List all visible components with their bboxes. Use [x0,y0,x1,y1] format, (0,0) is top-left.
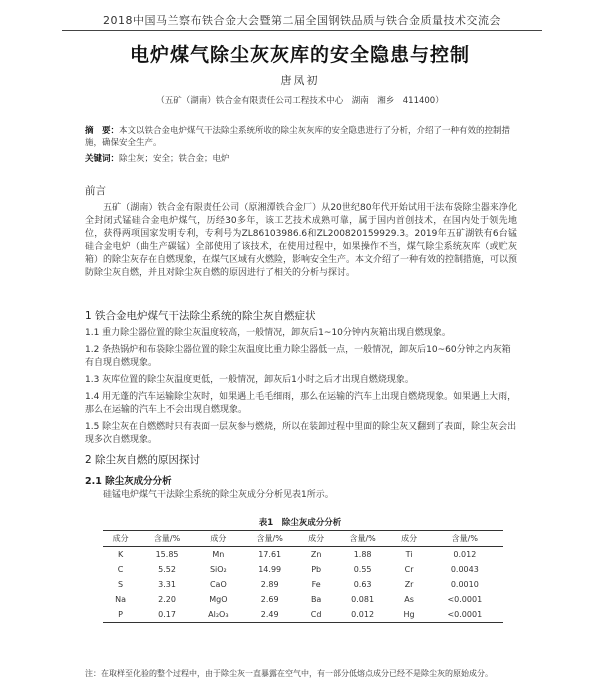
affiliation: （五矿（湖南）铁合金有限责任公司工程技术中心 湖南 湘乡 411400） [156,96,444,106]
table-cell: S [118,580,124,589]
table-cell: 15.85 [155,550,179,559]
abstract [85,125,515,149]
table-cell: P [103,607,138,623]
paper-title: 电炉煤气除尘灰灰库的安全隐患与控制 [129,44,470,66]
table-cell: C [117,565,124,574]
table-cell: Zr [404,580,414,589]
table-cell: Cd [299,607,334,623]
table-cell: As [404,595,414,604]
table-cell: MgO [209,595,228,604]
table-cell: 0.0010 [450,580,479,589]
keywords [85,153,515,165]
table-cell: 5.52 [158,565,176,574]
table-row [103,577,503,592]
table-cell: 2.49 [241,607,299,623]
list-item: 1.5 除尘灰在自燃燃时只有表面一层灰参与燃烧，所以在装卸过程中里面的除尘灰又翻到了表面，除尘灰会出现多次自燃现象。 [85,422,517,445]
table-cell: 2.20 [158,595,176,604]
author: 唐凤初 [280,74,320,87]
table-cell: 0.0043 [450,565,479,574]
table-cell: Al₂O₃ [196,607,241,623]
table-header-cell: 含量/% [427,531,503,547]
table-cell: Na [115,595,127,604]
table-cell: K [117,550,124,559]
section2-heading: 2 除尘灰自燃的原因探讨 [85,454,201,466]
table-cell: Pb [311,565,322,574]
composition-table [103,530,503,623]
preface-heading: 前言 [85,185,106,197]
table-header-cell: 成分 [392,531,427,547]
subsection-heading: 2.1 除尘灰成分分析 [85,476,172,487]
table-row [103,592,503,607]
table-cell: Hg [392,607,427,623]
table-cell: 17.61 [258,550,282,559]
table-cell: 2.89 [260,580,279,589]
table-cell: 0.081 [351,595,375,604]
running-header: 2018中国马兰察布铁合金大会暨第二届全国钢铁品质与铁合金质量技术交流会 [62,14,542,31]
table-cell: 0.17 [138,607,196,623]
table-header-cell: 成分 [196,531,241,547]
table-cell: CaO [209,580,227,589]
table-cell: 3.31 [158,580,176,589]
table-row [103,562,503,577]
keywords-text: 除尘灰；安全；铁合金；电炉 [119,154,230,164]
table-cell: Cr [404,565,414,574]
table-header-row [103,531,503,547]
table-cell: Ba [310,595,322,604]
table-cell: Mn [212,550,225,559]
table-cell: <0.0001 [447,595,483,604]
table-note: 注：在取样至化验的整个过程中，由于除尘灰一直暴露在空气中，有一部分低熔点成分已经不是除尘灰的原始成分。 [85,669,493,678]
table-cell: 0.012 [453,550,477,559]
table-cell: SiO₂ [209,565,227,574]
list-item: 1.4 用无蓬的汽车运输除尘灰时，如果遇上毛毛细雨，那么在运输的汽车上出现自燃烧现象。如果遇上大雨，那么在运输的汽车上不会出现自燃现象。 [85,392,517,415]
table-header-cell: 含量/% [334,531,392,547]
table-cell: Fe [311,580,321,589]
table-cell: 14.99 [258,565,282,574]
list-item: 1.1 重力除尘器位置的除尘灰温度较高，一般情况，卸灰后1~10分钟内灰箱出现自燃现象。 [85,328,451,338]
table-row [103,607,503,623]
table-header-cell: 含量/% [241,531,299,547]
table-cell: 0.55 [353,565,372,574]
table-cell: <0.0001 [427,607,503,623]
table-cell: Ti [405,550,413,559]
table-cell: 1.88 [353,550,372,559]
preface-text: 五矿（湖南）铁合金有限责任公司（原湘潭铁合金厂）从20世纪80年代开始试用干法布袋除尘器来净化全封闭式锰硅合金电炉煤气，历经30多年，该工艺技术成熟可靠，属于国内首创技术，在国内处于领先地位，获得两项国家发明专利，专利号为ZL86103986.6和ZL200820159929.3。2019年五矿湖铁有6台锰硅合金电炉（曲生产碳锰）全部使用了该技术，在使用过程中，如果操作不当，煤气除尘系统灰库（或贮灰箱）的除尘灰存在自燃现象，在煤气区域有火燃险，影响安全生产。本文介绍了一种有效的控制措施，可以预防除尘灰自燃，并且对除尘灰自燃的原因进行了相关的分析与探讨。 [85,203,518,278]
keywords-label: 关键词： [85,154,120,164]
section2-intro: 硅锰电炉煤气干法除尘系统的除尘灰成分分析见表1所示。 [103,490,334,500]
table-header-cell: 含量/% [138,531,196,547]
table-cell: 2.69 [260,595,279,604]
list-item: 1.3 灰库位置的除尘灰温度更低，一般情况，卸灰后1小时之后才出现自燃烧现象。 [85,375,414,385]
table-cell: Zn [310,550,322,559]
section1-heading: 1 铁合金电炉煤气干法除尘系统的除尘灰自燃症状 [85,310,316,322]
list-item: 1.2 条热锅炉和布袋除尘器位置的除尘灰温度比重力除尘器低一点，一般情况，卸灰后10~60分钟之内灰箱有自现自燃现象。 [85,345,511,368]
abstract-label: 摘 要： [85,126,120,136]
table-header-cell: 成分 [299,531,334,547]
table-cell: 0.012 [334,607,392,623]
table-caption: 表1 除尘灰成分分析 [258,518,342,528]
abstract-text: 本文以铁合金电炉煤气干法除尘系统所收的除尘灰灰库的安全隐患进行了分析，介绍了一种有效的控制措施，确保安全生产。 [85,126,511,148]
table-cell: 0.63 [353,580,372,589]
table-row [103,547,503,563]
table-header-cell: 成分 [103,531,138,547]
